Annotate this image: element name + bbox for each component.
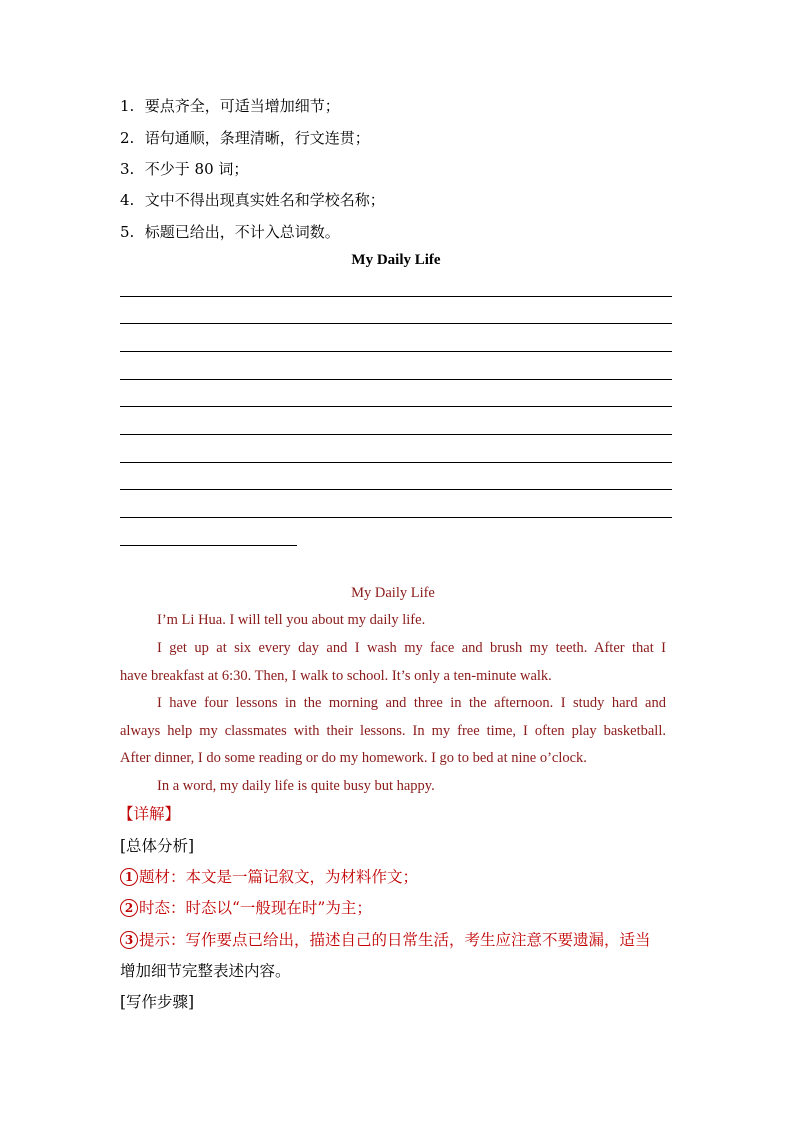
analysis-item-text: 时态：时态以“一般现在时”为主；: [139, 899, 372, 917]
analysis-item-text: 提示：写作要点已给出，描述自己的日常生活，考生应注意不要遗漏，适当: [139, 931, 651, 949]
writing-line: [120, 379, 672, 380]
requirement-number: 3.: [120, 160, 135, 178]
requirement-1: [120, 96, 340, 116]
requirement-number: 2.: [120, 129, 135, 147]
writing-line: [120, 296, 672, 297]
writing-line: [120, 351, 672, 352]
writing-line: [120, 517, 672, 518]
requirement-text: 语句通顺，条理清晰，行文连贯；: [144, 129, 370, 147]
requirement-text: 标题已给出，不计入总词数。: [144, 223, 340, 241]
essay-title: My Daily Life: [351, 585, 435, 601]
essay-paragraph-2-line-2: have breakfast at 6:30. Then, I walk to school. It’s only a ten-minute walk.: [120, 668, 552, 684]
requirement-text: 文中不得出现真实姓名和学校名称；: [144, 191, 385, 209]
requirement-number: 1.: [120, 97, 135, 115]
essay-paragraph-1: I’m Li Hua. I will tell you about my daily life.: [157, 612, 426, 628]
circled-number-2: 2: [120, 899, 138, 917]
requirement-text: 不少于 80 词；: [144, 160, 249, 178]
requirement-3: [120, 159, 248, 179]
requirement-4: [120, 190, 385, 210]
requirement-number: 4.: [120, 191, 135, 209]
writing-title: My Daily Life: [351, 252, 441, 268]
essay-paragraph-4: In a word, my daily life is quite busy but happy.: [157, 778, 435, 794]
writing-line-short: [120, 545, 297, 546]
analysis-item-3-continuation: 增加细节完整表述内容。: [120, 962, 291, 980]
writing-line: [120, 406, 672, 407]
requirement-text: 要点齐全，可适当增加细节；: [144, 97, 340, 115]
analysis-item-1: [120, 866, 418, 888]
essay-paragraph-2-line-1: I get up at six every day and I wash my face and brush my teeth. After that I: [157, 640, 666, 656]
overall-analysis-label: [总体分析]: [120, 837, 195, 855]
analysis-item-3: [120, 929, 651, 951]
analysis-item-2: [120, 897, 372, 919]
analysis-heading: 【详解】: [118, 805, 181, 823]
essay-paragraph-3-line-3: After dinner, I do some reading or do my homework. I go to bed at nine o’clock.: [120, 750, 587, 766]
analysis-item-text: 题材：本文是一篇记叙文，为材料作文；: [139, 868, 419, 886]
requirement-2: [120, 128, 370, 148]
writing-line: [120, 489, 672, 490]
essay-paragraph-3-line-1: I have four lessons in the morning and three in the afternoon. I study hard and: [157, 695, 666, 711]
writing-line: [120, 434, 672, 435]
writing-line: [120, 323, 672, 324]
requirement-number: 5.: [120, 223, 135, 241]
requirement-5: [120, 222, 340, 242]
writing-steps-label: [写作步骤]: [120, 993, 195, 1011]
writing-line: [120, 462, 672, 463]
circled-number-3: 3: [120, 931, 138, 949]
essay-paragraph-3-line-2: always help my classmates with their lessons. In my free time, I often play basketball.: [120, 723, 666, 739]
circled-number-1: 1: [120, 868, 138, 886]
